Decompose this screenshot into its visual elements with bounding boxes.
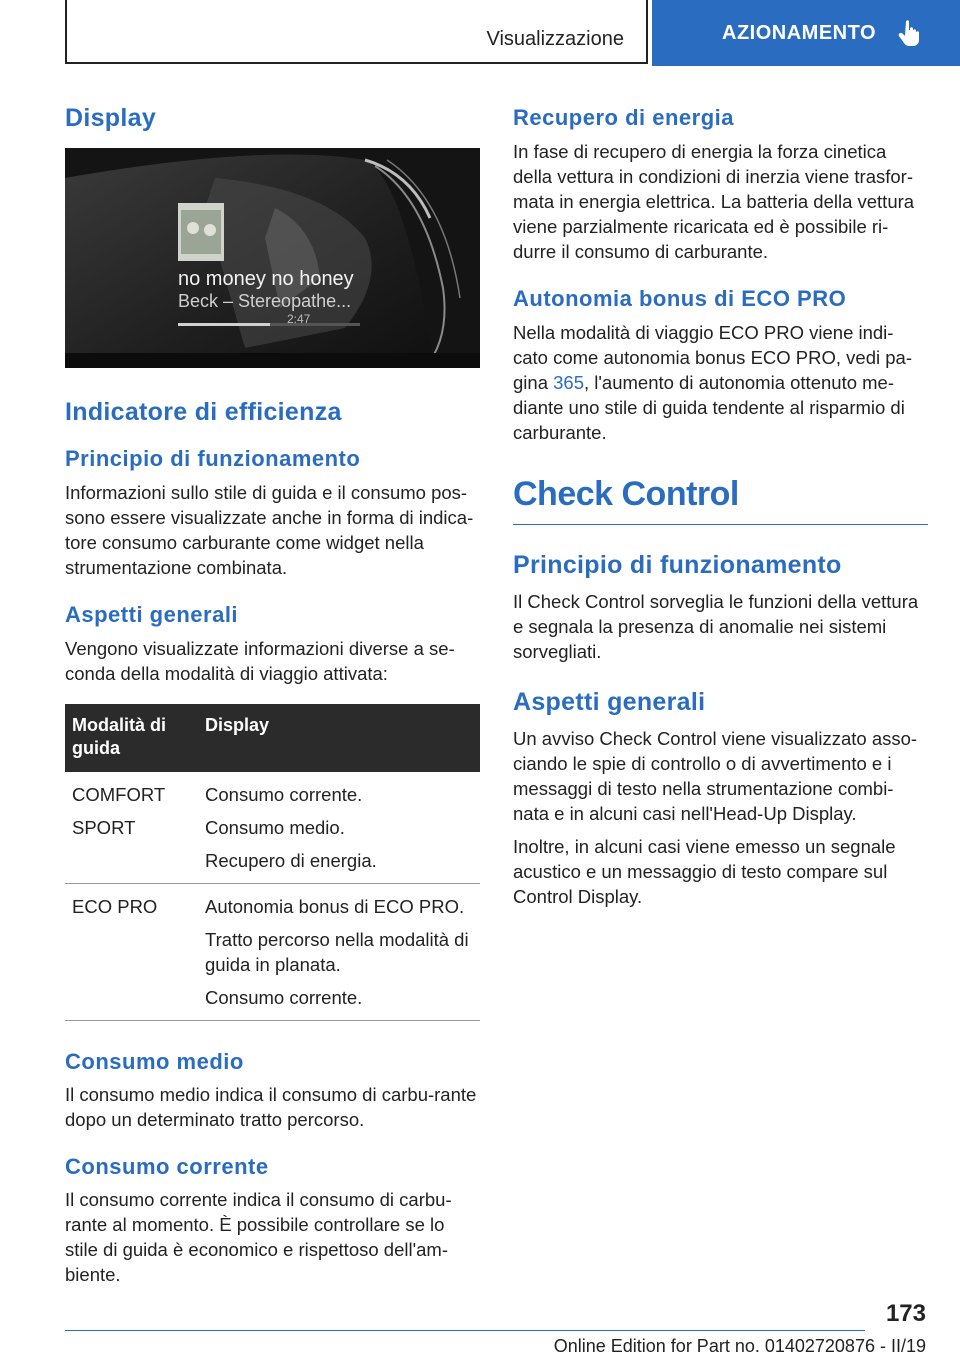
display-entry: Tratto percorso nella modalità di guida in planata. <box>205 929 469 975</box>
table-cell-modes <box>65 884 198 1021</box>
eco-bonus-text <box>513 320 928 445</box>
section-divider <box>513 524 928 525</box>
cc-general-heading: Aspetti generali <box>513 688 706 716</box>
instrument-display-photo <box>65 148 480 368</box>
general-text: Vengono visualizzate informazioni diverse a se-conda della modalità di viaggio attivata: <box>65 638 455 684</box>
display-entry: Consumo medio. <box>205 817 345 838</box>
avg-consumption-text: Il consumo medio indica il consumo di carbu-rante dopo un determinato tratto percorso. <box>65 1084 477 1130</box>
display-song-title: no money no honey <box>178 268 354 290</box>
page-link-365[interactable]: 365 <box>553 372 584 393</box>
display-entry: Autonomia bonus di ECO PRO. <box>205 896 465 917</box>
cc-principle-text: Il Check Control sorveglia le funzioni della vettura e segnala la presenza di anomalie nei sistemi sorvegliati. <box>513 591 919 662</box>
mode-label: ECO PRO <box>72 896 158 917</box>
table-cell-display <box>198 884 480 1021</box>
display-time: 2:47 <box>287 312 311 326</box>
table-row <box>65 772 480 884</box>
table-cell-display <box>198 772 480 884</box>
current-consumption-heading: Consumo corrente <box>65 1154 269 1179</box>
table-row <box>65 884 480 1021</box>
display-entry: Consumo corrente. <box>205 987 363 1008</box>
display-entry: Consumo corrente. <box>205 784 363 805</box>
footer-edition: Online Edition for Part no. 01402720876 - II/19 <box>553 1336 926 1356</box>
header-chapter-label: AZIONAMENTO <box>722 21 877 44</box>
current-consumption-text: Il consumo corrente indica il consumo di carbu-rante al momento. È possibile controllare se lo stile di guida è economico e rispettoso dell'am-biente. <box>65 1189 452 1285</box>
avg-consumption-heading: Consumo medio <box>65 1049 244 1074</box>
eco-bonus-heading: Autonomia bonus di ECO PRO <box>513 286 847 311</box>
hand-pointer-icon <box>898 19 922 47</box>
cc-general-text-1: Un avviso Check Control viene visualizzato asso-ciando le spie di controllo o di avvertimento e i messaggi di testo nella strumentazione combi-nata e in alcuni casi nell'Head-Up Display. <box>513 728 918 824</box>
table-header-mode: Modalità di guida <box>65 704 198 772</box>
display-artist: Beck – Stereopathe... <box>178 291 352 311</box>
page-number: 173 <box>885 1300 926 1327</box>
table-header-row <box>65 704 480 772</box>
energy-recovery-text: In fase di recupero di energia la forza cinetica della vettura in condizioni di inerzia viene trasfor-mata in energia elettrica. La batteria della vettura viene parzialmente ricaricata ed è possibile ri-durre il consumo di carburante. <box>513 141 915 262</box>
table-header-display: Display <box>198 704 480 772</box>
general-heading: Aspetti generali <box>65 602 239 627</box>
right-column <box>513 100 928 909</box>
header-section-title: Visualizzazione <box>486 28 624 50</box>
header-chapter-tab[interactable] <box>652 0 960 66</box>
cc-general-text-2: Inoltre, in alcuni casi viene emesso un segnale acustico e un messaggio di testo compare sul Control Display. <box>513 836 896 907</box>
cc-principle-heading: Principio di funzionamento <box>513 551 842 579</box>
efficiency-heading: Indicatore di efficienza <box>65 398 342 426</box>
display-photo-graphic <box>65 148 480 368</box>
energy-recovery-heading: Recupero di energia <box>513 105 735 130</box>
principle-text: Informazioni sullo stile di guida e il consumo pos-sono essere visualizzate anche in forma di indica-tore consumo carburante come widget nella strumentazione combinata. <box>65 482 474 578</box>
modes-table <box>65 704 480 1021</box>
principle-heading: Principio di funzionamento <box>65 446 361 471</box>
display-heading: Display <box>65 104 157 132</box>
eco-bonus-text-part2: , l'aumento di autonomia ottenuto me-diante uno stile di guida tendente al risparmio di carburante. <box>513 372 905 443</box>
left-column <box>65 100 480 1287</box>
footer-divider <box>65 1330 865 1331</box>
mode-label: SPORT <box>72 817 136 838</box>
table-cell-modes <box>65 772 198 884</box>
mode-label: COMFORT <box>72 784 166 805</box>
display-entry: Recupero di energia. <box>205 850 377 871</box>
check-control-heading: Check Control <box>513 475 739 513</box>
eco-bonus-text-part1: Nella modalità di viaggio ECO PRO viene indi-cato come autonomia bonus ECO PRO, vedi pa-gina <box>513 322 912 393</box>
